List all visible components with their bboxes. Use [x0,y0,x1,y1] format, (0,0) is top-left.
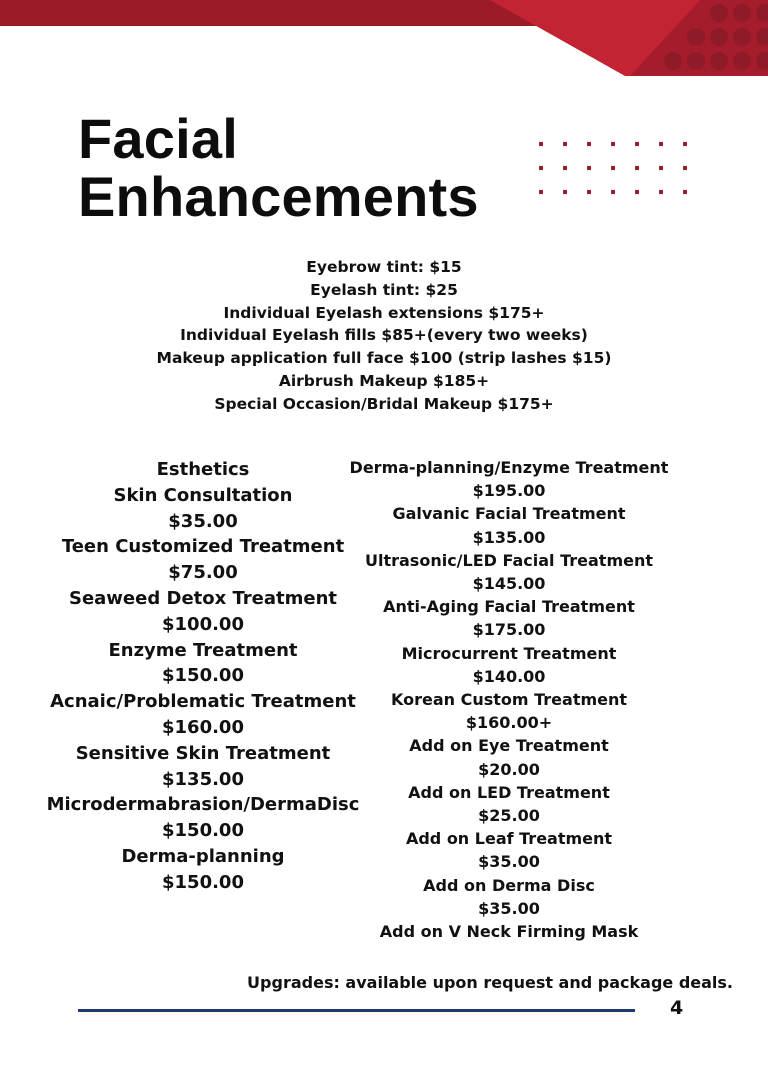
service-name: Add on LED Treatment [408,782,610,802]
service-name: Anti-Aging Facial Treatment [383,597,635,617]
service-name: Acnaic/Problematic Treatment [50,691,356,713]
decorative-dot-grid [535,138,695,198]
service-price: $25.00 [478,806,540,826]
service-name: Seaweed Detox Treatment [68,587,338,609]
service-price: $145.00 [472,574,546,594]
page-number: 4 [670,997,684,1019]
price-line: Eyebrow tint: $15 [306,258,462,276]
price-line: Individual Eyelash extensions $175+ [223,303,545,322]
service-price: $150.00 [162,820,244,842]
service-price: $35.00 [168,510,238,532]
banner-dark-band [0,0,560,26]
header-banner [0,0,768,80]
service-price: $160.00+ [465,713,553,733]
service-price: $150.00 [162,871,244,893]
esthetics-column [40,457,366,896]
service-price: $135.00 [472,527,546,547]
price-line: Airbrush Makeup $185+ [278,371,490,390]
service-name: Galvanic Facial Treatment [392,504,626,524]
service-name: Derma-planning [121,845,285,867]
price-line: Eyelash tint: $25 [310,280,458,299]
service-name: Skin Consultation [113,484,293,506]
service-name: Add on V Neck Firming Mask [379,922,639,942]
price-line: Makeup application full face $100 (strip lashes $15) [156,349,612,368]
service-name: Teen Customized Treatment [61,536,345,558]
service-price: $75.00 [168,562,238,584]
service-price: $100.00 [162,613,244,635]
service-name: Microdermabrasion/DermaDisc [46,794,360,816]
service-price: $20.00 [478,759,540,779]
service-name: Ultrasonic/LED Facial Treatment [364,550,654,570]
service-name: Add on Derma Disc [423,875,595,895]
footer-divider [78,1009,635,1012]
service-price: $195.00 [472,481,546,501]
page-title [78,107,479,228]
service-name: Korean Custom Treatment [390,690,628,710]
esthetics-heading: Esthetics [156,459,250,480]
treatments-column [345,456,673,943]
service-name: Add on Leaf Treatment [405,829,613,849]
service-price: $140.00 [472,666,546,686]
makeup-lash-price-list [0,256,768,416]
title-line-1: Facial [78,107,238,170]
service-name: Sensitive Skin Treatment [75,742,331,764]
upgrades-note: Upgrades: available upon request and package deals. [247,973,733,992]
service-name: Derma-planning/Enzyme Treatment [349,458,669,477]
service-price: $35.00 [478,852,540,872]
price-line: Individual Eyelash fills $85+(every two weeks) [180,326,588,345]
service-price: $35.00 [478,898,540,918]
service-price: $175.00 [472,620,546,640]
service-name: Microcurrent Treatment [401,643,617,663]
service-name: Enzyme Treatment [108,639,298,661]
price-line: Special Occasion/Bridal Makeup $175+ [214,394,554,413]
service-price: $160.00 [162,716,244,738]
title-line-2: Enhancements [78,165,479,228]
service-price: $135.00 [162,768,244,790]
service-price: $150.00 [162,665,244,687]
service-name: Add on Eye Treatment [409,736,609,756]
